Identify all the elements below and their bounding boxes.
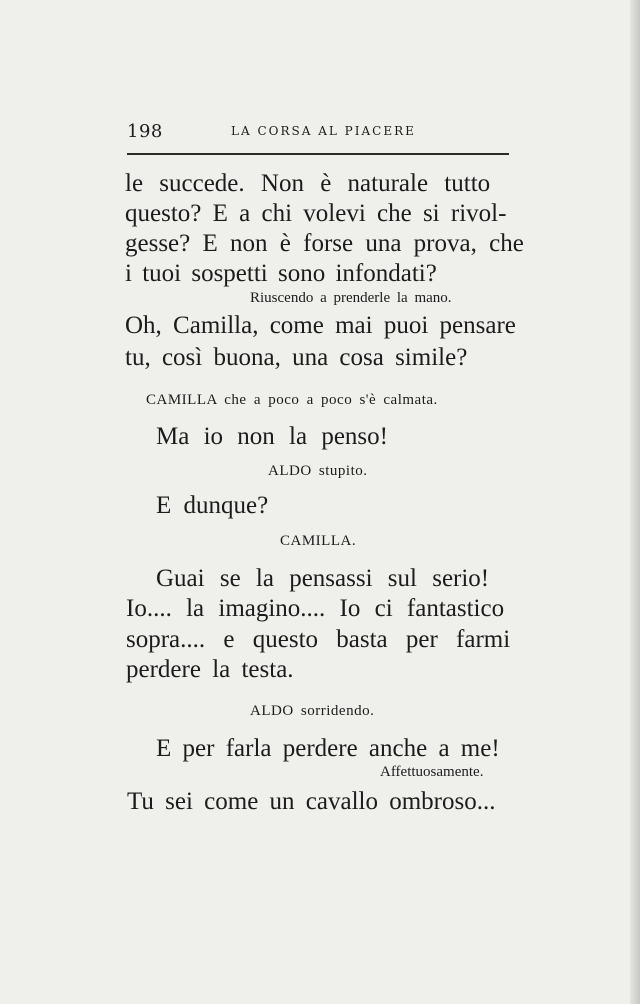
speaker-direction: ALDO stupito. xyxy=(268,463,368,479)
stage-direction: Riuscendo a prenderle la mano. xyxy=(250,290,452,306)
header-rule xyxy=(127,153,509,155)
text-line: tu, così buona, una cosa simile? xyxy=(125,344,468,371)
page-edge-shadow xyxy=(630,0,640,1004)
text-line: E dunque? xyxy=(156,492,269,519)
text-line: perdere la testa. xyxy=(126,656,294,683)
stage-direction: Affettuosamente. xyxy=(380,764,484,780)
text-line: questo? E a chi volevi che si rivol- xyxy=(125,200,507,227)
text-line: Guai se la pensassi sul serio! xyxy=(156,565,490,592)
text-line: E per farla perdere anche a me! xyxy=(156,735,500,762)
speaker-direction: CAMILLA. xyxy=(280,533,357,549)
running-title: LA CORSA AL PIACERE xyxy=(231,124,416,138)
text-line: Io.... la imagino.... Io ci fantastico xyxy=(126,595,505,622)
speaker-direction: ALDO sorridendo. xyxy=(250,703,375,719)
text-line: i tuoi sospetti sono infondati? xyxy=(125,260,437,287)
text-line: Ma io non la penso! xyxy=(156,423,388,450)
page-number: 198 xyxy=(127,121,163,142)
text-line: le succede. Non è naturale tutto xyxy=(125,170,491,197)
text-line: sopra.... e questo basta per farmi xyxy=(126,626,511,653)
speaker-direction: CAMILLA che a poco a poco s'è calmata. xyxy=(146,392,438,408)
text-line: Tu sei come un cavallo ombroso... xyxy=(127,788,496,815)
text-line: gesse? E non è forse una prova, che xyxy=(125,230,524,257)
page-header xyxy=(127,121,509,143)
text-line: Oh, Camilla, come mai puoi pensare xyxy=(125,312,516,339)
